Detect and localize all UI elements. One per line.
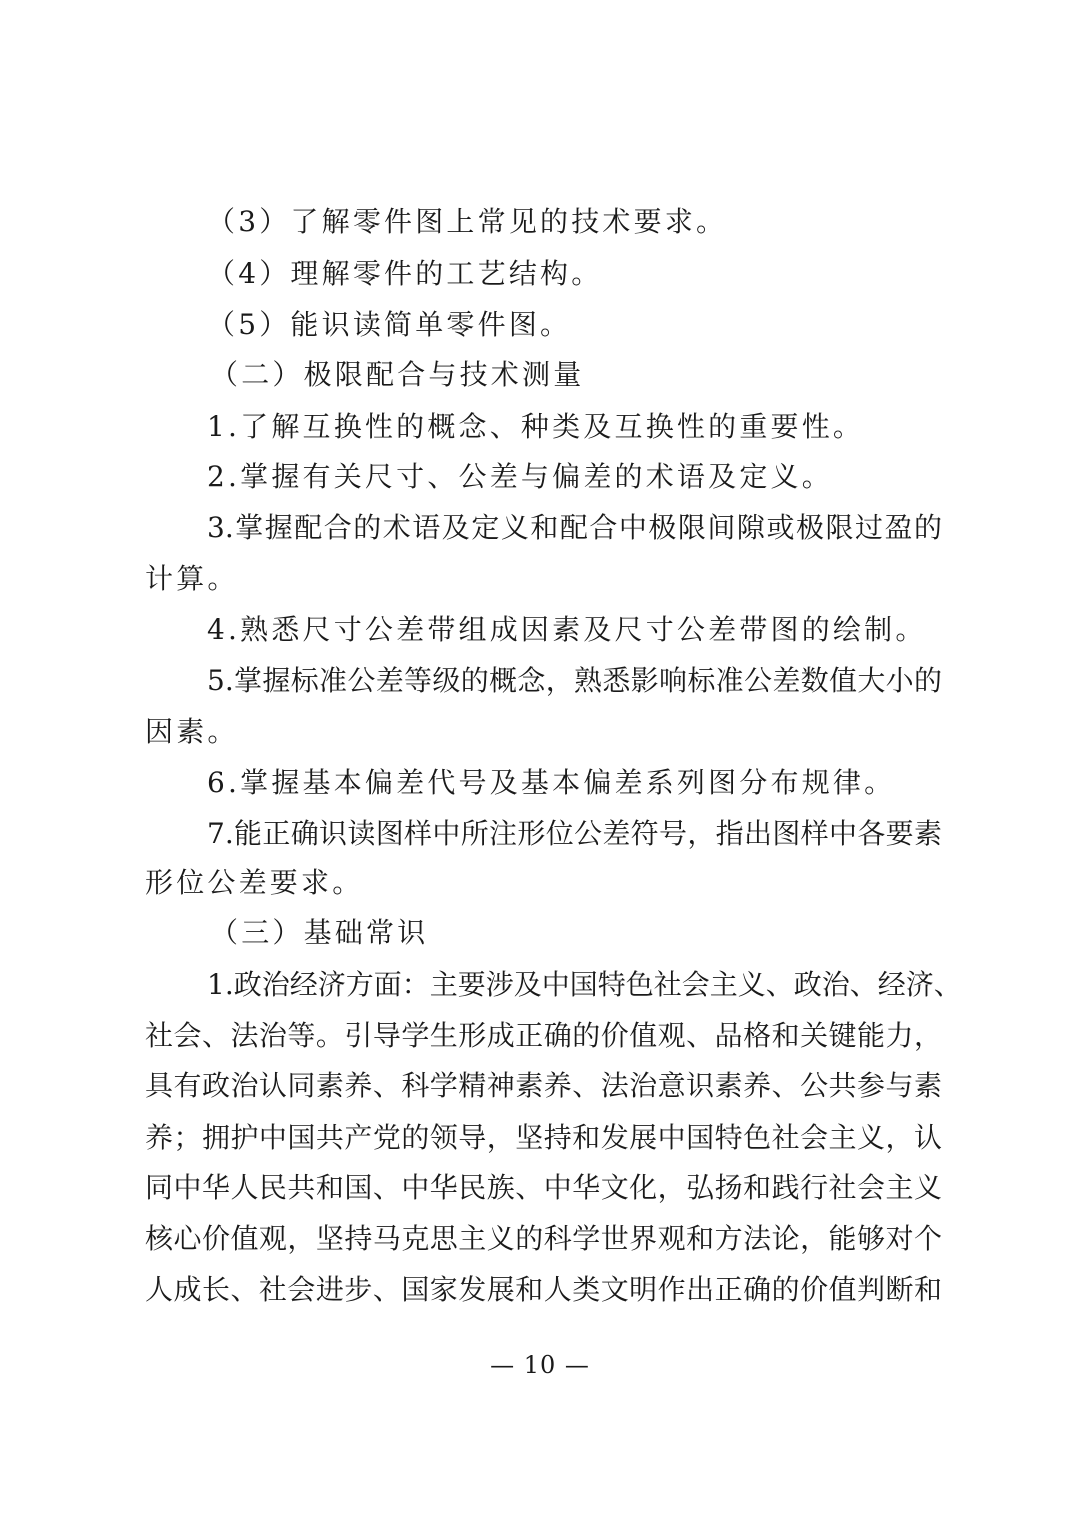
paragraph-line: 6.掌握基本偏差代号及基本偏差系列图分布规律。 — [207, 766, 896, 799]
paragraph-line: 3.掌握配合的术语及定义和配合中极限间隙或极限过盈的 — [207, 511, 942, 544]
paragraph-line: 7.能正确识读图样中所注形位公差符号，指出图样中各要素 — [207, 817, 942, 850]
paragraph-line: 因素。 — [145, 715, 239, 748]
section-heading-3: （三）基础常识 — [210, 916, 429, 949]
paragraph-line: 形位公差要求。 — [145, 866, 364, 899]
section-heading-2: （二）极限配合与技术测量 — [210, 358, 585, 391]
list-item-4: （4）理解零件的工艺结构。 — [207, 257, 603, 290]
paragraph-line: 1.了解互换性的概念、种类及互换性的重要性。 — [207, 410, 865, 443]
paragraph-line: 核心价值观，坚持马克思主义的科学世界观和方法论，能够对个 — [145, 1222, 942, 1255]
paragraph-line: 社会、法治等。引导学生形成正确的价值观、品格和关键能力， — [145, 1019, 942, 1052]
paragraph-line: 同中华人民共和国、中华民族、中华文化，弘扬和践行社会主义 — [145, 1171, 942, 1204]
paragraph-line: 人成长、社会进步、国家发展和人类文明作出正确的价值判断和 — [145, 1273, 942, 1306]
paragraph-line: 具有政治认同素养、科学精神素养、法治意识素养、公共参与素 — [145, 1069, 942, 1102]
paragraph-line: 5.掌握标准公差等级的概念，熟悉影响标准公差数值大小的 — [207, 664, 942, 697]
paragraph-line: 4.熟悉尺寸公差带组成因素及尺寸公差带图的绘制。 — [207, 613, 927, 646]
paragraph-line: 1.政治经济方面：主要涉及中国特色社会主义、政治、经济、 — [207, 968, 962, 1001]
page-number: — 10 — — [490, 1351, 590, 1379]
paragraph-line: 计算。 — [145, 562, 239, 595]
list-item-5: （5）能识读简单零件图。 — [207, 308, 572, 341]
list-item-3: （3）了解零件图上常见的技术要求。 — [207, 205, 728, 238]
paragraph-line: 2.掌握有关尺寸、公差与偏差的术语及定义。 — [207, 460, 833, 493]
paragraph-line: 养；拥护中国共产党的领导，坚持和发展中国特色社会主义，认 — [145, 1121, 942, 1154]
